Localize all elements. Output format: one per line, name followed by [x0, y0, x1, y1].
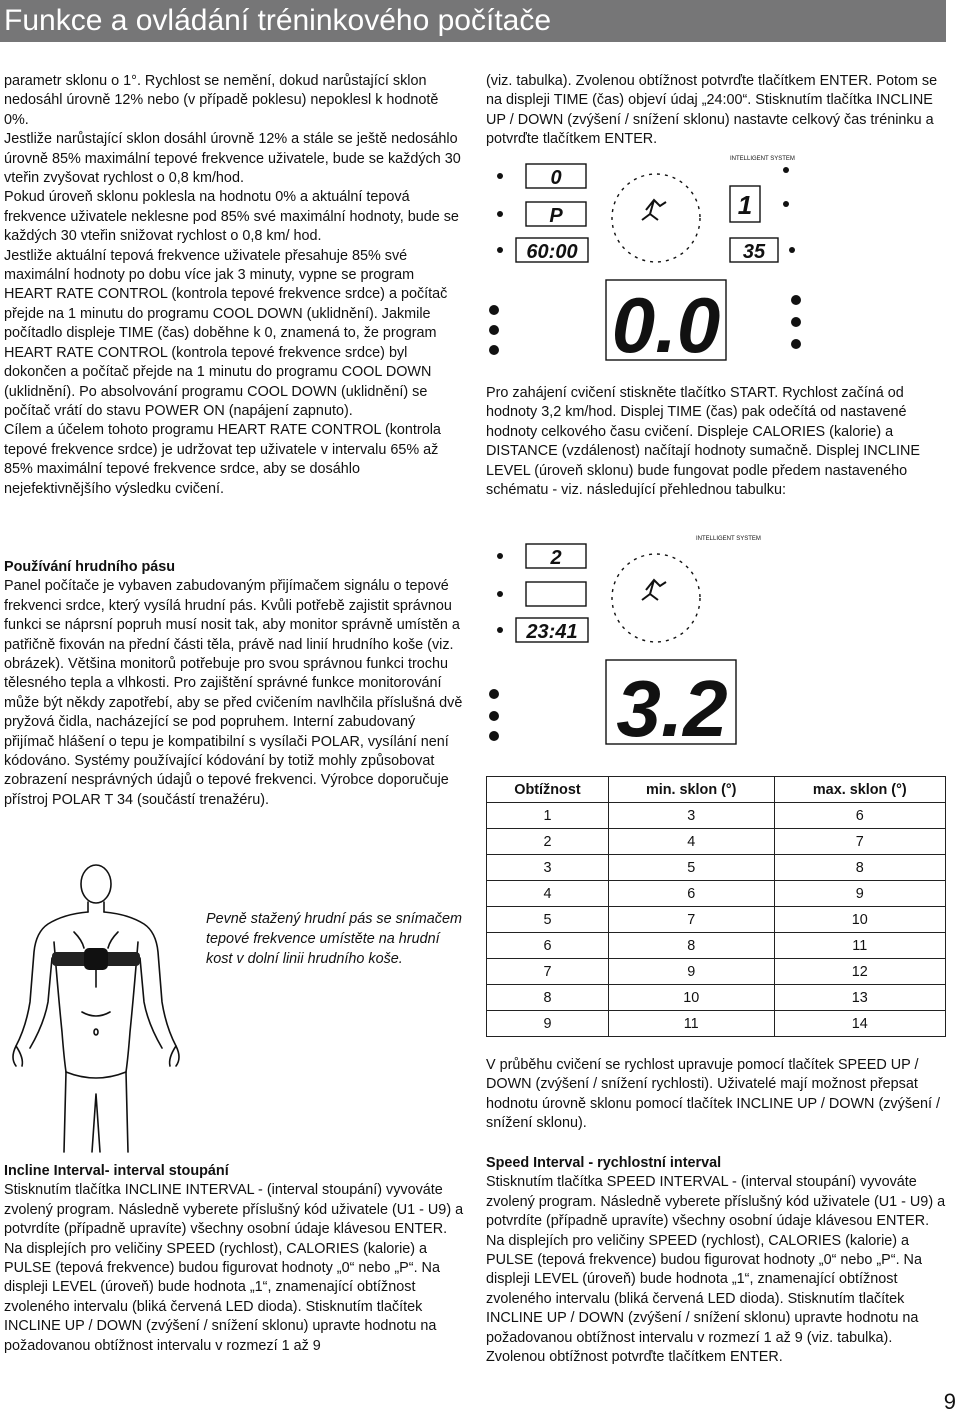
paragraph: Stisknutím tlačítka SPEED INTERVAL - (interval stoupání) vyvováte zvolený program. Následně vyberete příslušný kód uživatele (U1 - U9) a potvrdíte (případně upravíte) všechny osobní údaje klávesou ENTER. Na displejích pro veličiny SPEED (rychlost), CALORIES (kalorie) a PULSE (tepová frekvence) budou figurovat hodnoty „0“ nebo „P“. Na displeji LEVEL (úroveň) bude hodnota „1“, znamenající obtížnost zvoleného intervalu (bliká červená LED dioda). Stisknutím tlačítek INCLINE UP / DOWN (zvýšení / snížení sklonu) upravte hodnotu na požadovanou obtížnost intervalu v rozmezí 1 až 9 (viz. tabulka). Zvolenou obtížnost potvrďte tlačítkem ENTER. — [486, 1174, 946, 1366]
paragraph: Cílem a účelem tohoto programu HEART RATE CONTROL (kontrola tepové frekvence srdce) je udržovat tep uživatele v intervalu 65% až 85% maximální tepové frekvence srdce, aby se dosáhlo nejefektivnějšího výsledku cvičení. — [4, 422, 441, 497]
table-cell: 7 — [487, 959, 609, 985]
table-row — [487, 855, 946, 881]
figure-caption: Pevně stažený hrudní pás se snímačem tepové frekvence umístěte na hrudní kost v dolní linii hrudního koše. — [206, 911, 462, 967]
table-cell: 10 — [774, 907, 945, 933]
table-cell: 12 — [774, 959, 945, 985]
start-text — [486, 384, 946, 500]
table-row — [487, 933, 946, 959]
table-cell: 7 — [774, 829, 945, 855]
table-cell: 5 — [608, 855, 774, 881]
right-column-intro — [486, 72, 946, 150]
page-header — [0, 0, 946, 42]
table-cell: 4 — [487, 881, 609, 907]
chest-belt-figure-illustration — [4, 862, 194, 1152]
display-label: INTELLIGENT SYSTEM — [696, 536, 761, 542]
table-cell: 11 — [774, 933, 945, 959]
display-level: 1 — [737, 190, 753, 220]
table-cell: 6 — [774, 803, 945, 829]
table-cell: 9 — [608, 959, 774, 985]
table-cell: 1 — [487, 803, 609, 829]
page-number: 9 — [943, 1389, 956, 1414]
table-cell: 8 — [608, 933, 774, 959]
table-row — [487, 907, 946, 933]
table-cell: 2 — [487, 829, 609, 855]
speed-adjust-text — [486, 1056, 946, 1134]
table-cell: 3 — [608, 803, 774, 829]
section-heading: Incline Interval- interval stoupání — [4, 1163, 229, 1179]
left-column — [4, 72, 464, 499]
table-cell: 6 — [487, 933, 609, 959]
display-value-b: P — [549, 205, 563, 227]
display-time: 23:41 — [526, 621, 578, 643]
table-row — [487, 881, 946, 907]
table-header: Obtížnost — [487, 777, 609, 803]
section-heading: Používání hrudního pásu — [4, 559, 176, 575]
table-cell: 9 — [487, 1011, 609, 1037]
table-cell: 5 — [487, 907, 609, 933]
table-cell: 7 — [608, 907, 774, 933]
table-row — [487, 1011, 946, 1037]
console-display-illustration-running — [486, 530, 761, 754]
chest-belt-section — [4, 558, 464, 810]
display-label: INTELLIGENT SYSTEM — [730, 156, 795, 162]
table-cell: 8 — [774, 855, 945, 881]
paragraph: V průběhu cvičení se rychlost upravuje pomocí tlačítek SPEED UP / DOWN (zvýšení / snížení rychlosti). Uživatelé mají možnost přepsat hodnotu úrovně sklonu pomocí tlačítek INCLINE UP / DOWN (zvýšení / snížení sklonu). — [486, 1057, 941, 1132]
incline-interval-section — [4, 1162, 464, 1356]
paragraph: Jestliže narůstající sklon dosáhl úrovně 12% a stále se ještě nedosáhlo úrovně 85% maximální tepové frekvence uživatele, bude se každých 30 vteřin zvyšovat rychlost o 0,8 km/hod. — [4, 131, 461, 187]
table-header: max. sklon (°) — [774, 777, 945, 803]
paragraph: Pokud úroveň sklonu poklesla na hodnotu 0% a aktuální tepová frekvence uživatele neklesne pod 85% své maximální hodnoty, bude se každých 30 vteřin snižovat rychlost o 0,8 km/ hod. — [4, 189, 459, 245]
display-big: 0.0 — [611, 281, 721, 369]
paragraph: Panel počítače je vybaven zabudovaným přijímačem signálu o tepové frekvenci srdce, který vysílá hrudní pás. Kvůli potřebě zajistit správnou funkci se náprsní popruh musí nosit tak, aby monitor správně umístěn a patřičně fixován na přední části těla, právě nad linií hrudního koše (viz. obrázek). Většina monitorů potřebuje pro svou správnou funkci trochu tělesného tepla a vlhkosti. Pro zajištění správné funkce monitorování může být někdy zapotřebí, aby se před cvičením navlhčila příslušná dvě pryžová čidla, nacházející se pod popruhem. Interní zabudovaný přijímač hlášení o tepu je kompatibilní s vysílači POLAR, vysílání není kódováno. Systémy používající kódování by totiž mohly způsobovat zobrazení nesprávných údajů o tepové frekvenci. Výrobce doporučuje přístroj POLAR T 34 (součástí trenažéru). — [4, 578, 463, 808]
table-row — [487, 985, 946, 1011]
table-cell: 6 — [608, 881, 774, 907]
page-title: Funkce a ovládání tréninkového počítače — [4, 4, 552, 37]
paragraph: (viz. tabulka). Zvolenou obtížnost potvrďte tlačítkem ENTER. Potom se na displeji TIME (čas) objeví údaj „24:00“. Stisknutím tlačítka INCLINE UP / DOWN (zvýšení / snížení sklonu) nastavte celkový čas tréninku a potvrďte tlačítkem ENTER. — [486, 73, 938, 148]
display-value-a: 2 — [550, 547, 562, 569]
runner-icon — [642, 200, 666, 220]
runner-icon — [642, 580, 666, 600]
display-small: 35 — [742, 241, 766, 263]
table-cell: 13 — [774, 985, 945, 1011]
paragraph: Stisknutím tlačítka INCLINE INTERVAL - (interval stoupání) vyvováte zvolený program. Následně vyberete příslušný kód uživatele (U1 - U9) a potvrdíte (případně upravíte) všechny osobní údaje klávesou ENTER. Na displejích pro veličiny SPEED (rychlost), CALORIES (kalorie) a PULSE (tepová frekvence) budou figurovat hodnoty „0“ nebo „P“. Na displeji LEVEL (úroveň) bude hodnota „1“, znamenající obtížnost zvoleného intervalu (bliká červená LED dioda). Stisknutím tlačítek INCLINE UP / DOWN (zvýšení / snížení sklonu) upravte hodnotu na požadovanou obtížnost intervalu v rozmezí 1 až 9 — [4, 1182, 464, 1354]
console-display-illustration — [486, 150, 808, 370]
table-header-row — [487, 777, 946, 803]
paragraph: Pro zahájení cvičení stiskněte tlačítko START. Rychlost začíná od hodnoty 3,2 km/hod. Displej TIME (čas) pak odečítá od nastavené hodnoty celkového času cvičení. Displeje CALORIES (kalorie) a DISTANCE (vzdálenost) načítají hodnoty sumačně. Displej INCLINE LEVEL (úroveň sklonu) bude fungovat podle předem nastaveného schématu - viz. následující přehlednou tabulku: — [486, 385, 921, 499]
display-value-a: 0 — [550, 167, 562, 189]
table-header: min. sklon (°) — [608, 777, 774, 803]
difficulty-table — [486, 776, 946, 1037]
display-big: 3.2 — [616, 664, 728, 753]
speed-interval-section — [486, 1154, 946, 1367]
table-cell: 14 — [774, 1011, 945, 1037]
table-cell: 9 — [774, 881, 945, 907]
table-cell: 11 — [608, 1011, 774, 1037]
section-heading: Speed Interval - rychlostní interval — [486, 1155, 722, 1171]
table-row — [487, 803, 946, 829]
table-row — [487, 959, 946, 985]
table-cell: 10 — [608, 985, 774, 1011]
table-cell: 4 — [608, 829, 774, 855]
paragraph: Jestliže aktuální tepová frekvence uživatele přesahuje 85% své maximální hodnoty po dobu více jak 3 minuty, vypne se program HEART RATE CONTROL (kontrola tepové frekvence srdce) a počítač přejde na 1 minutu do programu COOL DOWN (uklidnění). Jakmile počítadlo displeje TIME (čas) doběhne k 0, znamená to, že program HEART RATE CONTROL (kontrola tepové frekvence srdce) byl dokončen a počítač přejde na 1 minutu do programu COOL DOWN (uklidnění). Po absolvování programu COOL DOWN (uklidnění) se počítač vrátí do stavu POWER ON (napájení zapnuto). — [4, 247, 448, 419]
table-cell: 3 — [487, 855, 609, 881]
table-cell: 8 — [487, 985, 609, 1011]
display-time: 60:00 — [526, 241, 578, 263]
table-row — [487, 829, 946, 855]
paragraph: parametr sklonu o 1°. Rychlost se nemění, dokud narůstající sklon nedosáhl úrovně 12% nebo (v případě poklesu) nepoklesl k hodnotě 0%. — [4, 73, 439, 128]
